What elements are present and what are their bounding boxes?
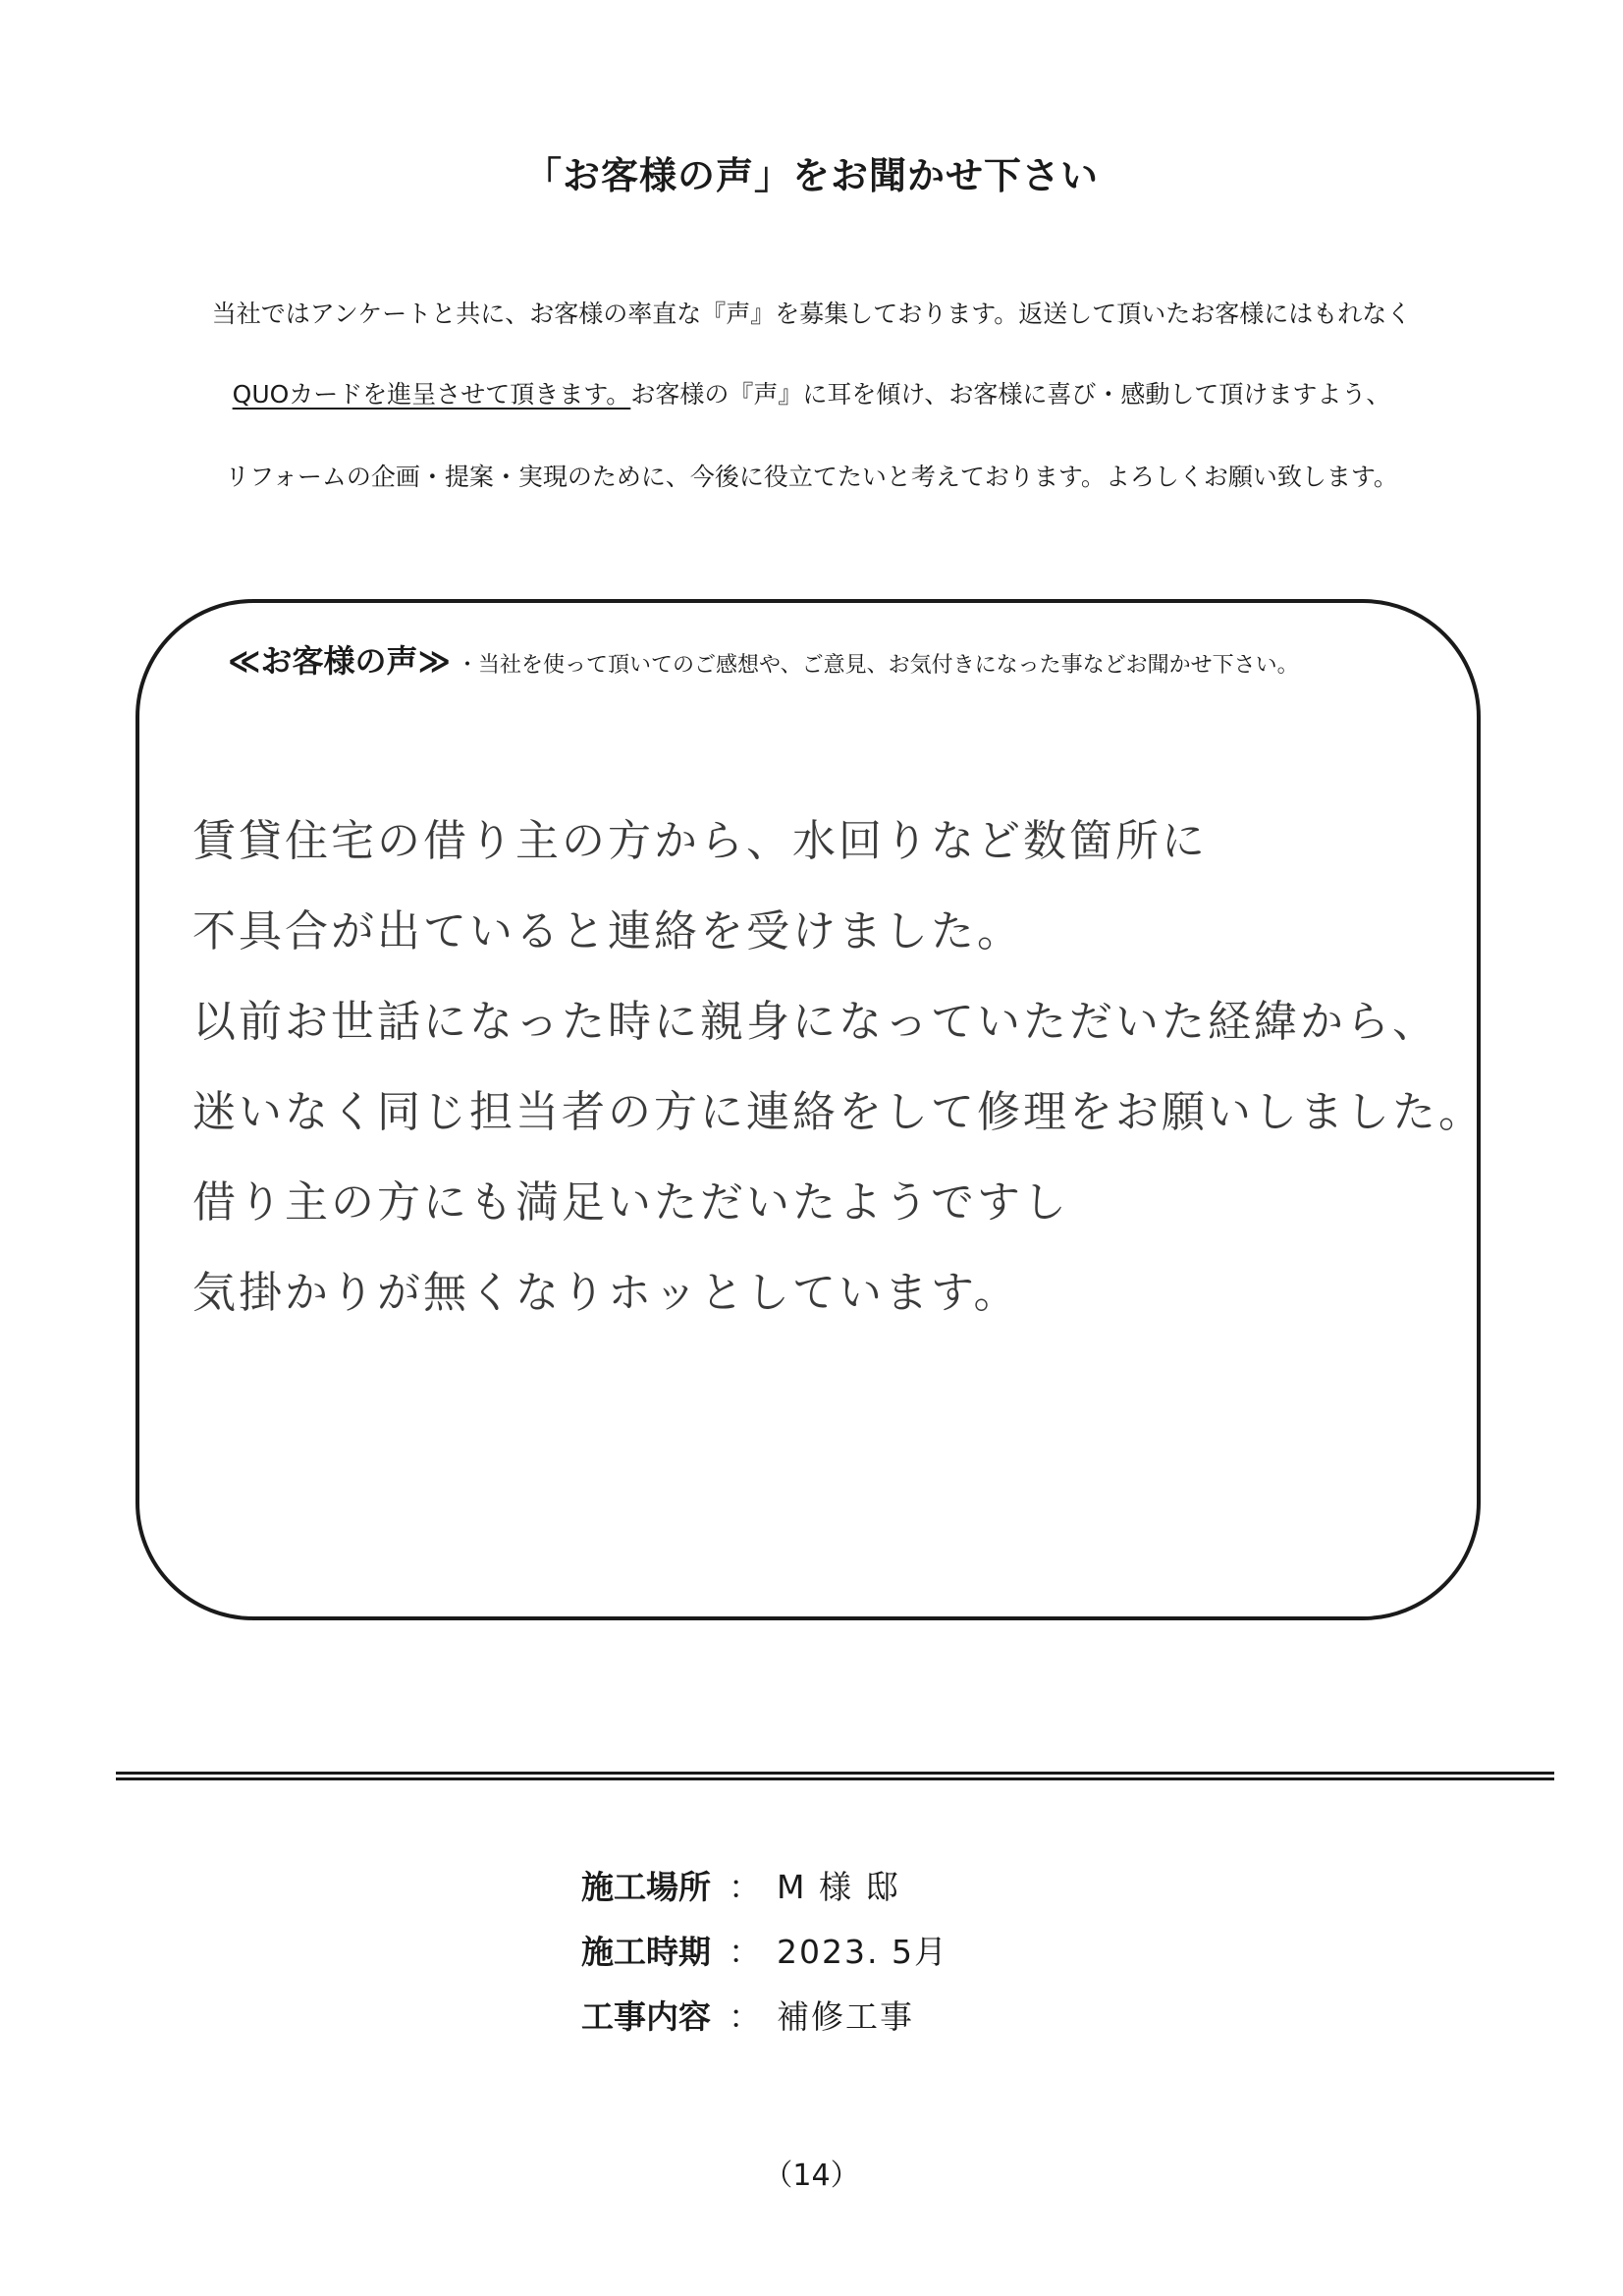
period-row — [581, 1927, 948, 1992]
comment-line: 借り主の方にも満足いただいたようですし — [192, 1177, 1069, 1228]
period-value: 2023. 5月 — [777, 1933, 948, 1971]
comment-line: 気掛かりが無くなりホッとしています。 — [192, 1268, 1020, 1318]
separator: ： — [729, 1933, 761, 1971]
quo-card-notice: QUOカードを進呈させて頂きます。 — [232, 380, 631, 409]
comment-line: 迷いなく同じ担当者の方に連絡をして修理をお願いしました。 — [192, 1087, 1485, 1137]
separator: ： — [729, 1997, 761, 2036]
comment-line: 不具合が出ていると連絡を受けました。 — [192, 906, 1023, 957]
intro-line-2 — [0, 375, 1623, 410]
voice-box-title: ≪お客様の声≫ — [228, 642, 452, 680]
handwritten-comment — [192, 805, 1485, 1347]
page-title: 「お客様の声」をお聞かせ下さい — [523, 154, 1099, 197]
content-row — [581, 1992, 948, 2056]
intro-line-2-rest: お客様の『声』に耳を傾け、お客様に喜び・感動して頂けますよう、 — [630, 380, 1391, 409]
construction-info — [581, 1862, 948, 2056]
location-label: 施工場所 — [581, 1868, 711, 1906]
content-value: 補修工事 — [777, 1997, 914, 2036]
location-row — [581, 1862, 948, 1927]
voice-box-instruction: ・当社を使って頂いてのご感想や、ご意見、お気付きになった事などお聞かせ下さい。 — [457, 653, 1299, 678]
page-number: （14） — [763, 2159, 860, 2193]
content-label: 工事内容 — [581, 1997, 711, 2036]
location-value: M 様 邸 — [777, 1868, 900, 1906]
period-label: 施工時期 — [581, 1933, 711, 1971]
double-divider — [116, 1772, 1554, 1780]
intro-line-3: リフォームの企画・提案・実現のために、今後に役立てたいと考えております。よろしくお願い致します。 — [225, 463, 1398, 491]
comment-line: 賃貸住宅の借り主の方から、水回りなど数箇所に — [192, 816, 1208, 866]
separator: ： — [729, 1868, 761, 1906]
voice-box-header — [228, 636, 1299, 682]
intro-line-1: 当社ではアンケートと共に、お客様の率直な『声』を募集しております。返送して頂いたお客様にはもれなく — [211, 300, 1412, 328]
comment-line: 以前お世話になった時に親身になっていただいた経緯から、 — [192, 997, 1438, 1047]
